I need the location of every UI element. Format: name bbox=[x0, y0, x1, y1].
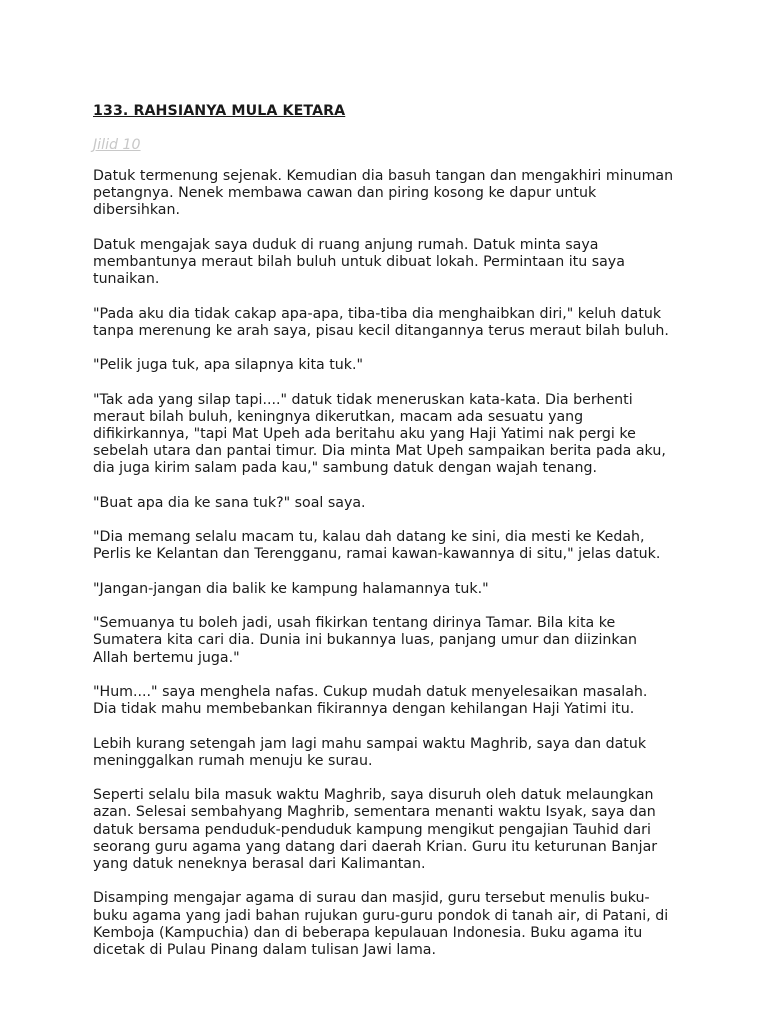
paragraph bbox=[93, 357, 683, 374]
document-page bbox=[93, 101, 683, 976]
text-line: petangnya. Nenek membawa cawan dan piring kosong ke dapur untuk bbox=[93, 185, 597, 202]
text-line: Dia tidak mahu membebankan fikirannya dengan kehilangan Haji Yatimi itu. bbox=[93, 701, 635, 718]
text-line: membantunya meraut bilah buluh untuk dibuat lokah. Permintaan itu saya bbox=[93, 254, 625, 270]
paragraph bbox=[93, 736, 683, 770]
text-line: "Tak ada yang silap tapi...." datuk tidak meneruskan kata-kata. Dia berhenti bbox=[93, 391, 633, 408]
text-line: "Dia memang selalu macam tu, kalau dah datang ke sini, dia mesti ke Kedah, bbox=[93, 529, 645, 546]
text-line: Lebih kurang setengah jam lagi mahu sampai waktu Maghrib, saya dan datuk bbox=[93, 735, 647, 752]
text-line: sebelah utara dan pantai timur. Dia minta Mat Upeh sampaikan berita pada aku, bbox=[93, 443, 666, 460]
paragraph bbox=[93, 168, 683, 220]
paragraph bbox=[93, 529, 683, 563]
paragraph bbox=[93, 237, 683, 289]
text-line: seorang guru agama yang datang dari daerah Krian. Guru itu keturunan Banjar bbox=[93, 838, 658, 855]
text-line: "Jangan-jangan dia balik ke kampung halamannya tuk." bbox=[93, 580, 489, 597]
document-body bbox=[93, 168, 683, 959]
paragraph bbox=[93, 787, 683, 873]
text-line: azan. Selesai sembahyang Maghrib, sementara menanti waktu Isyak, saya dan bbox=[93, 804, 656, 821]
paragraph bbox=[93, 306, 683, 340]
text-line: dia juga kirim salam pada kau," sambung datuk dengan wajah tenang. bbox=[93, 460, 597, 477]
text-line: meraut bilah buluh, keningnya dikerutkan, macam ada sesuatu yang bbox=[93, 408, 584, 425]
text-line: Datuk termenung sejenak. Kemudian dia basuh tangan dan mengakhiri minuman bbox=[93, 168, 674, 184]
text-line: Sumatera kita cari dia. Dunia ini bukannya luas, panjang umur dan diizinkan bbox=[93, 632, 638, 649]
text-line: Perlis ke Kelantan dan Terengganu, ramai kawan-kawannya di situ," jelas datuk. bbox=[93, 546, 661, 563]
text-line: datuk bersama penduduk-penduduk kampung mengikut pengajian Tauhid dari bbox=[93, 821, 651, 838]
text-line: "Hum...." saya menghela nafas. Cukup mudah datuk menyelesaikan masalah. bbox=[93, 683, 648, 700]
text-line: Datuk mengajak saya duduk di ruang anjung rumah. Datuk minta saya bbox=[93, 236, 599, 253]
paragraph bbox=[93, 581, 683, 598]
paragraph bbox=[93, 495, 683, 512]
text-line: tunaikan. bbox=[93, 271, 160, 288]
text-line: "Semuanya tu boleh jadi, usah fikirkan tentang dirinya Tamar. Bila kita ke bbox=[93, 615, 616, 632]
text-line: dicetak di Pulau Pinang dalam tulisan Jawi lama. bbox=[93, 941, 437, 958]
text-line: Allah bertemu juga." bbox=[93, 649, 240, 666]
text-line: "Pelik juga tuk, apa silapnya kita tuk." bbox=[93, 357, 364, 374]
chapter-title: 133. RAHSIANYA MULA KETARA bbox=[93, 103, 346, 119]
volume-subtitle: Jilid 10 bbox=[93, 137, 141, 153]
text-line: dibersihkan. bbox=[93, 202, 181, 219]
paragraph bbox=[93, 890, 683, 959]
paragraph bbox=[93, 615, 683, 667]
text-line: Kemboja (Kampuchia) dan di beberapa kepulauan Indonesia. Buku agama itu bbox=[93, 924, 643, 941]
text-line: buku agama yang jadi bahan rujukan guru-guru pondok di tanah air, di Patani, di bbox=[93, 907, 669, 924]
text-line: "Pada aku dia tidak cakap apa-apa, tiba-tiba dia menghaibkan diri," keluh datuk bbox=[93, 305, 662, 322]
text-line: "Buat apa dia ke sana tuk?" soal saya. bbox=[93, 494, 366, 511]
text-line: difikirkannya, "tapi Mat Upeh ada beritahu aku yang Haji Yatimi nak pergi ke bbox=[93, 425, 636, 442]
paragraph bbox=[93, 684, 683, 718]
text-line: Disamping mengajar agama di surau dan masjid, guru tersebut menulis buku- bbox=[93, 890, 650, 907]
text-line: Seperti selalu bila masuk waktu Maghrib, saya disuruh oleh datuk melaungkan bbox=[93, 787, 654, 804]
text-line: tanpa merenung ke arah saya, pisau kecil ditangannya terus meraut bilah buluh. bbox=[93, 322, 669, 339]
text-line: meninggalkan rumah menuju ke surau. bbox=[93, 752, 373, 769]
paragraph bbox=[93, 392, 683, 478]
text-line: yang datuk neneknya berasal dari Kalimantan. bbox=[93, 855, 426, 872]
